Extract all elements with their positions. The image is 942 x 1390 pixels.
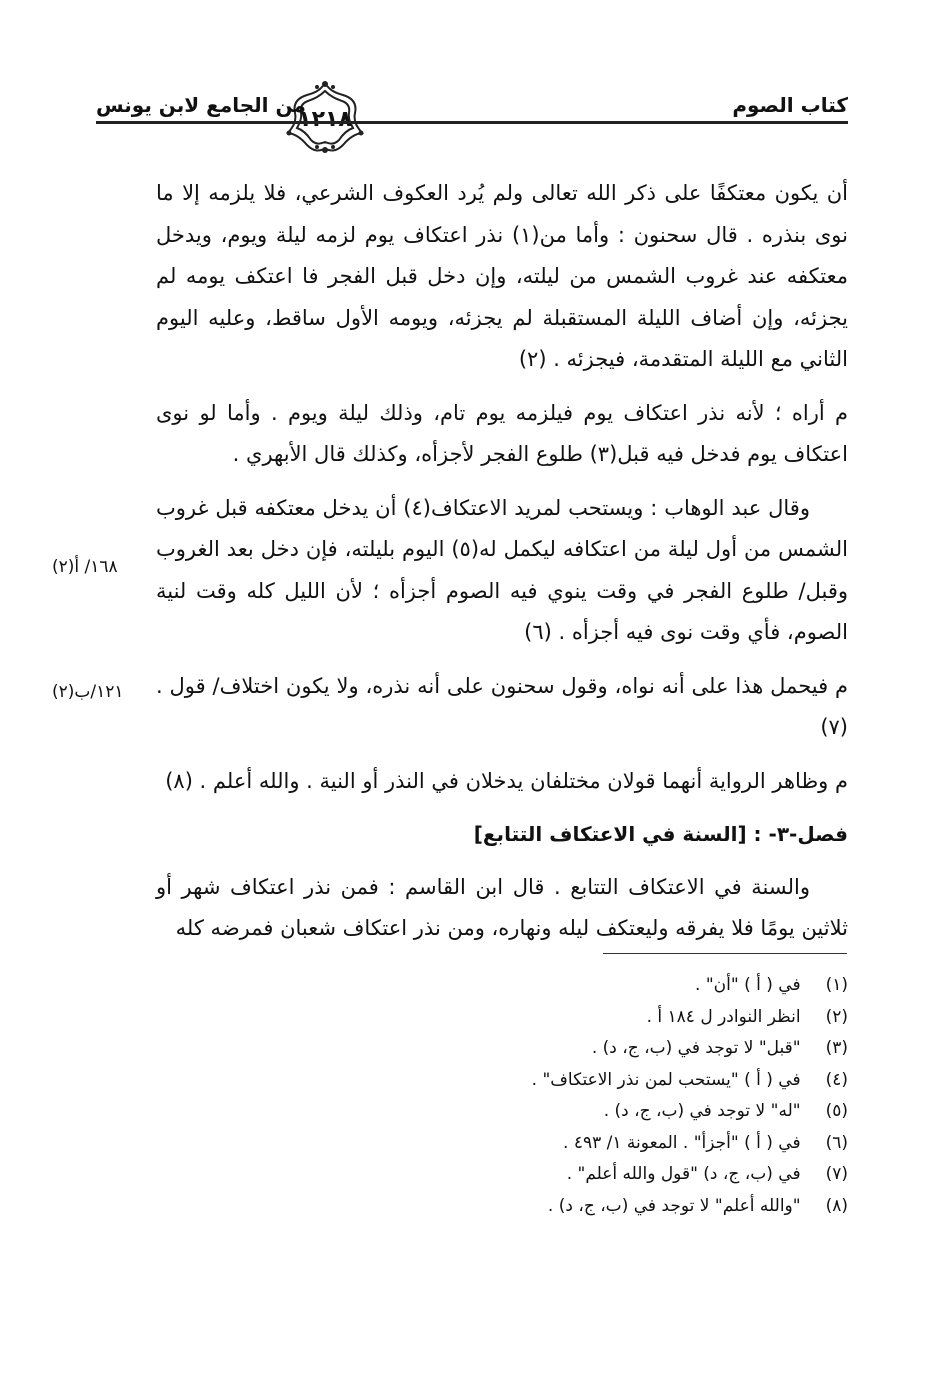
footnote-5	[420, 1096, 848, 1128]
footnotes	[420, 970, 848, 1222]
footnote-text: في ( أ ) "أجزأ" . المعونة ١/ ٤٩٣ .	[563, 1132, 801, 1153]
footnote-number: (٧)	[825, 1164, 848, 1184]
footnote-divider	[603, 953, 847, 954]
section-heading: فصل-٣- : [السنة في الاعتكاف التتابع]	[473, 822, 848, 846]
paragraph-3: وقال عبد الوهاب : ويستحب لمريد الاعتكاف(٤) أن يدخل معتكفه قبل غروب الشمس من أول ليلة من اعتكافه ليكمل له(٥) اليوم بليلته، فإن دخل بعد الغروب وقبل/ طلوع الفجر في وقت ينوي فيه الصوم أجزأه ؛ لأن الليل كله وقت لنية الصوم، فأي وقت نوى فيه أجزأه . (٦)	[156, 495, 848, 644]
manuscript-margin-note-1: ١٦٨/ أ(٢)	[52, 557, 118, 577]
footnote-3	[420, 1033, 848, 1065]
footnote-number: (٢)	[825, 1006, 848, 1027]
manuscript-margin-note-2: ١٢١/ب(٢)	[52, 682, 124, 702]
footnote-number: (٥)	[825, 1101, 848, 1121]
footnote-number: (٦)	[825, 1132, 848, 1153]
footnote-8	[420, 1191, 848, 1223]
running-head-book-title: كتاب الصوم	[732, 93, 848, 117]
footnote-text: "والله أعلم" لا توجد في (ب، ج، د) .	[547, 1195, 801, 1216]
footnote-text: في (ب، ج، د) "قول والله أعلم" .	[566, 1164, 801, 1184]
paragraph-2: م أراه ؛ لأنه نذر اعتكاف يوم فيلزمه يوم تام، وذلك ليلة ويوم . وأما لو نوى اعتكاف يوم فدخل فيه قبل(٣) طلوع الفجر لأجزأه، وكذلك قال الأبهري .	[156, 400, 848, 466]
page-number: ١٢١٨	[298, 107, 352, 132]
footnote-number: (٤)	[825, 1069, 848, 1090]
footnote-7	[420, 1159, 848, 1191]
header-divider	[96, 121, 848, 124]
page-number-ornament	[283, 79, 367, 155]
paragraph-5: م وظاهر الرواية أنهما قولان مختلفان يدخلان في النذر أو النية . والله أعلم . (٨)	[165, 768, 848, 793]
footnote-2	[420, 1002, 848, 1034]
footnote-number: (١)	[825, 975, 848, 995]
footnote-1	[420, 970, 848, 1002]
footnote-text: انظر النوادر ل ١٨٤ أ .	[646, 1006, 801, 1027]
footnote-text: في ( أ ) "أن" .	[695, 975, 801, 995]
main-text	[156, 173, 848, 962]
footnote-number: (٨)	[825, 1195, 848, 1216]
paragraph-4: م فيحمل هذا على أنه نواه، وقول سحنون على أنه نذره، ولا يكون اختلاف/ قول . (٧)	[156, 673, 848, 739]
paragraph-6: والسنة في الاعتكاف التتابع . قال ابن القاسم : فمن نذر اعتكاف شهر أو ثلاثين يومًا فلا يفرقه وليعتكف ليله ونهاره، ومن نذر اعتكاف شعبان فمرضه كله	[156, 874, 848, 940]
footnote-text: "له" لا توجد في (ب، ج، د) .	[603, 1101, 801, 1121]
page-header	[96, 83, 848, 153]
footnote-4	[420, 1065, 848, 1097]
paragraph-1: أن يكون معتكفًا على ذكر الله تعالى ولم يُرد العكوف الشرعي، فلا يلزمه إلا ما نوى بنذره . قال سحنون : وأما من(١) نذر اعتكاف يوم لزمه ليلة ويوم، ويدخل معتكفه عند غروب الشمس من ليلته، وإن دخل قبل الفجر فا اعتكف يومه لم يجزئه، وإن أضاف الليلة المستقبلة لم يجزئه، ويومه الأول ساقط، وعليه اليوم الثاني مع الليلة المتقدمة، فيجزئه . (٢)	[156, 181, 848, 371]
footnote-text: في ( أ ) "يستحب لمن نذر الاعتكاف" .	[531, 1069, 801, 1090]
running-head-source-title: من الجامع لابن يونس	[96, 93, 306, 117]
footnote-text: "قبل" لا توجد في (ب، ج، د) .	[591, 1038, 801, 1058]
footnote-6	[420, 1128, 848, 1160]
footnote-number: (٣)	[825, 1038, 848, 1058]
